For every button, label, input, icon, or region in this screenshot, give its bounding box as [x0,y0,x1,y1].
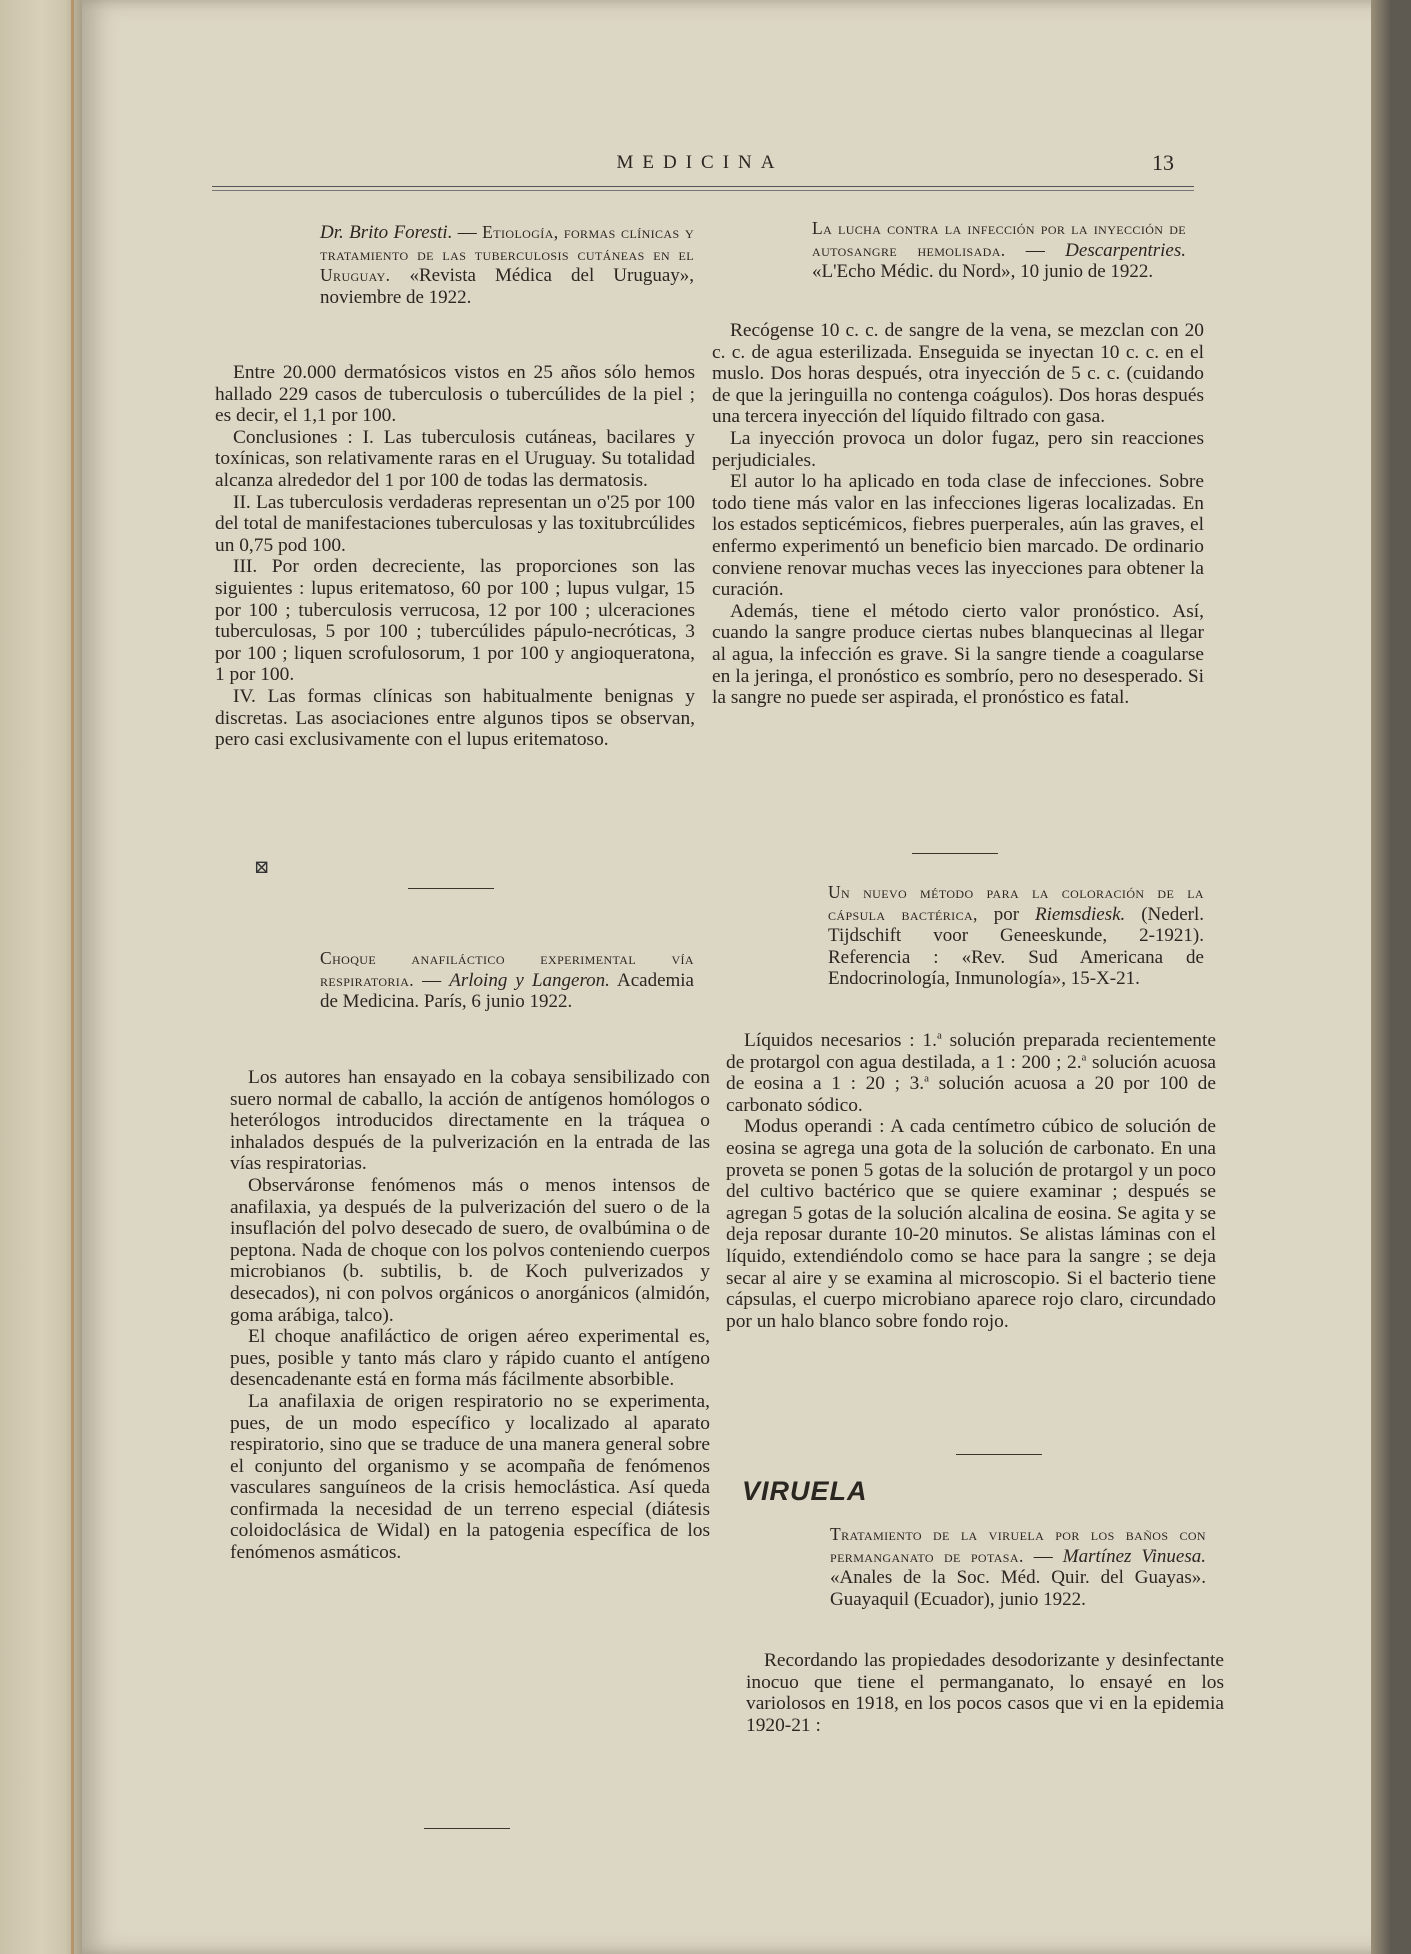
article-author: Riemsdiesk. [1035,903,1126,925]
article-body-foresti [215,362,695,751]
article-source: Academia de Medicina. París, 6 junio 1922. [320,969,694,1013]
heading-dash: — [1023,1545,1063,1567]
paragraph: IV. Las formas clínicas son habitualmente benignas y discretas. Las asociaciones entre algunos tipos se observan, pero casi exclusivamente con el lupus eritematoso. [215,685,695,751]
paragraph: Modus operandi : A cada centímetro cúbico de solución de eosina se agrega una gota de la solución de carbonato. En una proveta se ponen 5 gotas de la solución de protargol y un poco del cultivo bactérico que se quiere examinar ; después se agregan 5 gotas de la solución alcalina de eosina. Se agita y se deja reposar durante 10-20 minutos. Se alistas láminas con el líquido, extendiéndolo como se hace para la sangre ; se deja secar al aire y se examina al microscopio. Si el bacterio tiene cápsulas, el cuerpo microbiano aparece rojo claro, circundado por un halo blanco sobre fondo rojo. [726,1116,1216,1332]
page-number: 13 [1152,150,1174,175]
article-author: Descarpentries. [1065,239,1187,261]
paragraph: Conclusiones : I. Las tuberculosis cutáneas, bacilares y toxínicas, son relativamente raras en el Uruguay. Su totalidad alcanza alrededor del 1 por 100 de todas las dermatosis. [215,426,695,491]
article-author: Arloing y Langeron. [449,969,610,991]
article-source: «Revista Médica del Uruguay», noviembre de 1922. [320,265,694,308]
paragraph: La anafilaxia de origen respiratorio no se experimenta, pues, de un modo específico y localizado al aparato respiratorio, sino que se traduce de una manera general sobre el conjunto del organismo y se acompaña de fenómenos vasculares sanguíneos de la crisis hemoclástica. Así queda confirmada la necesidad de un terreno especial (diátesis coloidoclásica de Widal) en la patogenia específica de los fenómenos asmáticos. [230,1390,710,1564]
article-author: Martínez Vinuesa. [1062,1545,1206,1567]
article-divider [424,1828,510,1829]
paragraph: Recógense 10 c. c. de sangre de la vena, se mezclan con 20 c. c. de agua esterilizada. Enseguida se inyectan 10 c. c. en el muslo. Dos horas después, otra inyección de 5 c. c. (cuidando de que la jeringuilla no contenga coágulos). Dos horas después una tercera inyección del líquido filtrado con gasa. [712,320,1204,428]
article-divider [956,1454,1042,1455]
paragraph: La inyección provoca un dolor fugaz, pero sin reacciones perjudiciales. [712,427,1204,471]
section-title-viruela: VIRUELA [742,1476,868,1506]
article-title: Tratamiento de la viruela por los baños con permanganato de potasa. [830,1524,1206,1566]
heading-dash: — [414,969,450,991]
superscript: a [936,1029,942,1042]
article-heading-riemsdiesk [828,882,1204,990]
marginal-mark: ⊠ [254,857,270,877]
text-run: solución acuosa a 20 por 100 de carbonato sódico. [726,1073,1216,1116]
paragraph: El choque anafiláctico de origen aéreo experimental es, pues, posible y tanto más claro y rápido cuanto el antígeno desencadenante está en forma más fácilmente absorbible. [230,1326,710,1391]
running-title: MEDICINA [616,152,784,173]
paragraph [726,1030,1216,1116]
paragraph: Los autores han ensayado en la cobaya sensibilizado con suero normal de caballo, la acción de antígenos homólogos o heterólogos introducidos directamente en la tráquea o inhalados después de la pulverización en la entrada de las vías respiratorias. [230,1067,710,1175]
heading-by: por [977,903,1036,925]
paragraph: El autor lo ha aplicado en toda clase de infecciones. Sobre todo tiene más valor en las infecciones ligeras localizadas. En los estados septicémicos, fiebres puerperales, aún las graves, el enfermo experimentó un beneficio bien marcado. De ordinario conviene renovar muchas veces las inyecciones para obtener la curación. [712,471,1204,601]
paragraph: Entre 20.000 dermatósicos vistos en 25 años sólo hemos hallado 229 casos de tuberculosis o tubercúlides de la piel ; es decir, el 1,1 por 100. [215,362,695,427]
article-source: «Anales de la Soc. Méd. Quir. del Guayas». Guayaquil (Ecuador), junio 1922. [830,1567,1206,1610]
header-rule [212,186,1194,187]
heading-dash: — [452,222,483,243]
header-rule-double [212,190,1194,191]
article-body-descarpentries [712,320,1204,709]
article-title: Etiología, formas clínicas y tratamiento de las tuberculosis cutáneas en el Uruguay. [320,222,695,286]
article-heading-vinuesa [830,1524,1206,1610]
superscript: a [1081,1051,1087,1064]
article-divider [408,888,494,889]
paragraph: Recordando las propiedades desodorizante y desinfectante inocuo que tiene el permanganato, lo ensayé en los variolosos en 1918, en los pocos casos que vi en la epidemia 1920-21 : [746,1650,1224,1736]
paragraph: II. Las tuberculosis verdaderas representan un o'25 por 100 del total de manifestaciones tuberculosas y las toxitubrcúlides un 0,75 pod 100. [215,491,695,556]
paragraph: III. Por orden decreciente, las proporciones son las siguientes : lupus eritematoso, 60 por 100 ; lupus vulgar, 15 por 100 ; tuberculosis verrucosa, 12 por 100 ; ulceraciones tuberculosas, 5 por 100 ; tubercúlides pápulo-necróticas, 3 por 100 ; liquen scrofulosorum, 1 por 100 y angioqueratona, 1 por 100. [215,556,695,686]
article-source: (Nederl. Tijdschift voor Geneeskunde, 2-1921). Referencia : «Rev. Sud Americana de Endocrinología, Inmunología», 15-X-21. [828,903,1204,990]
article-title: Un nuevo método para la coloración de la cápsula bactérica, [828,882,1204,924]
article-source: «L'Echo Médic. du Nord», 10 junio de 1922. [812,261,1154,283]
article-heading-descarpentries [812,218,1186,283]
article-author: Dr. Brito Foresti. [320,222,453,243]
text-run: Líquidos necesarios : 1. [744,1030,937,1051]
heading-dash: — [1005,239,1066,261]
article-title: La lucha contra la infección por la inyección de autosangre hemolisada. [812,218,1186,260]
article-heading-arloing [320,948,694,1013]
binding-gutter [0,0,82,1954]
paragraph: Además, tiene el método cierto valor pronóstico. Así, cuando la sangre produce ciertas nubes blanquecinas al llegar al agua, la infección es grave. Si la sangre tiende a coagularse en la jeringa, el pronóstico es sombrío, pero no desesperado. Si la sangre no puede ser aspirada, el pronóstico es fatal. [712,600,1204,709]
paragraph: Observáronse fenómenos más o menos intensos de anafilaxia, ya después de la pulverización del suero o de la insuflación del polvo desecado de suero, de ovalbúmina o de peptona. Nada de choque con los polvos conteniendo cuerpos microbianos (b. subtilis, b. de Koch pulverizados y desecados), ni con polvos orgánicos o anorgánicos (almidón, goma arábiga, talco). [230,1174,710,1326]
article-title: Choque anafiláctico experimental vía respiratoria. [320,948,694,990]
article-divider [912,853,998,854]
gutter-edge [71,0,74,1954]
superscript: a [924,1072,930,1085]
text-run: solución acuosa de eosina a 1 : 20 ; 3. [726,1051,1216,1095]
page-right-edge [1371,0,1391,1954]
article-body-vinuesa [746,1650,1224,1736]
text-run: solución preparada recientemente de protargol con agua destilada, a 1 : 200 ; 2. [726,1030,1216,1073]
article-heading-foresti [320,222,694,308]
article-body-riemsdiesk [726,1030,1216,1332]
article-body-arloing [230,1067,710,1564]
